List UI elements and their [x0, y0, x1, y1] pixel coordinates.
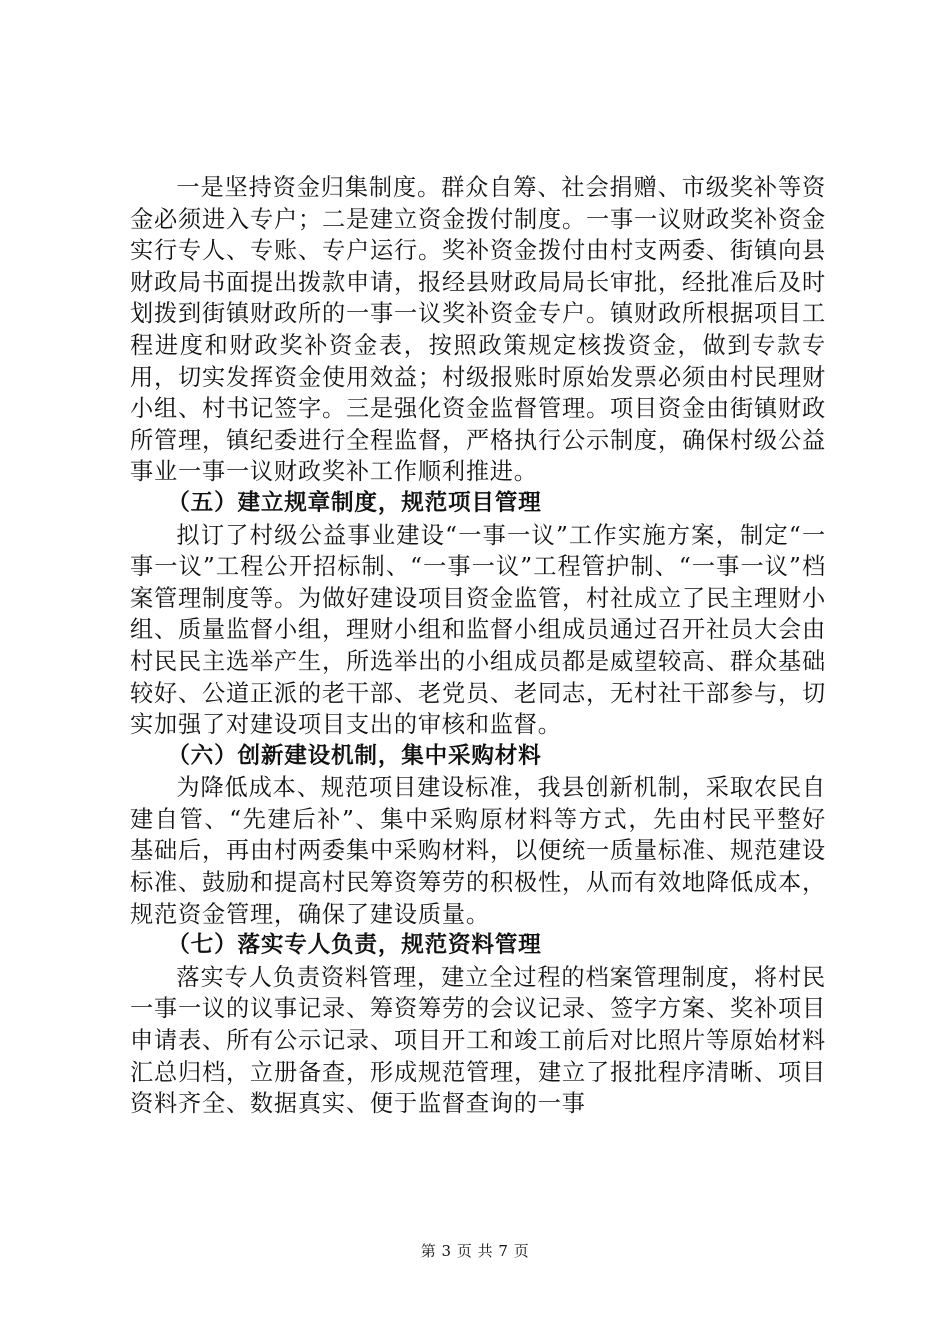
body-paragraph: 一是坚持资金归集制度。群众自筹、社会捐赠、市级奖补等资金必须进入专户；二是建立资金拨付制度。一事一议财政奖补资金实行专人、专账、专户运行。奖补资金拨付由村支两委、街镇向县财政局书面提出拨款申请，报经县财政局局长审批，经批准后及时划拨到街镇财政所的一事一议奖补资金专户。镇财政所根据项目工程进度和财政奖补资金表，按照政策规定核拨资金，做到专款专用，切实发挥资金使用效益；村级报账时原始发票必须由村民理财小组、村书记签字。三是强化资金监督管理。项目资金由街镇财政所管理，镇纪委进行全程监督，严格执行公示制度，确保村级公益事业一事一议财政奖补工作顺利推进。 [130, 174, 826, 486]
body-paragraph: 为降低成本、规范项目建设标准，我县创新机制，采取农民自建自管、“先建后补”、集中采购原材料等方式，先由村民平整好基础后，再由村两委集中采购材料，以便统一质量标准、规范建设标准、鼓励和提高村民筹资筹劳的积极性，从而有效地降低成本，规范资金管理，确保了建设质量。 [130, 774, 826, 928]
page-body [130, 172, 826, 1120]
page-number: 第 3 页 共 7 页 [420, 1242, 530, 1260]
body-paragraph: 拟订了村级公益事业建设“一事一议”工作实施方案，制定“一事一议”工程公开招标制、“一事一议”工程管护制、“一事一议”档案管理制度等。为做好建设项目资金监管，村社成立了民主理财小组、质量监督小组，理财小组和监督小组成员通过召开社员大会由村民民主选举产生，所选举出的小组成员都是威望较高、群众基础较好、公道正派的老干部、老党员、老同志，无村社干部参与，切实加强了对建设项目支出的审核和监督。 [130, 521, 826, 739]
page-footer [0, 1240, 950, 1261]
section-heading: （六）创新建设机制，集中采购材料 [167, 742, 542, 769]
body-paragraph: 落实专人负责资料管理，建立全过程的档案管理制度，将村民一事一议的议事记录、筹资筹劳的会议记录、签字方案、奖补项目申请表、所有公示记录、项目开工和竣工前后对比照片等原始材料汇总归档，立册备查，形成规范管理，建立了报批程序清晰、项目资料齐全、数据真实、便于监督查询的一事 [130, 963, 826, 1118]
section-heading: （七）落实专人负责，规范资料管理 [167, 932, 542, 959]
section-heading: （五）建立规章制度，规范项目管理 [167, 489, 542, 516]
